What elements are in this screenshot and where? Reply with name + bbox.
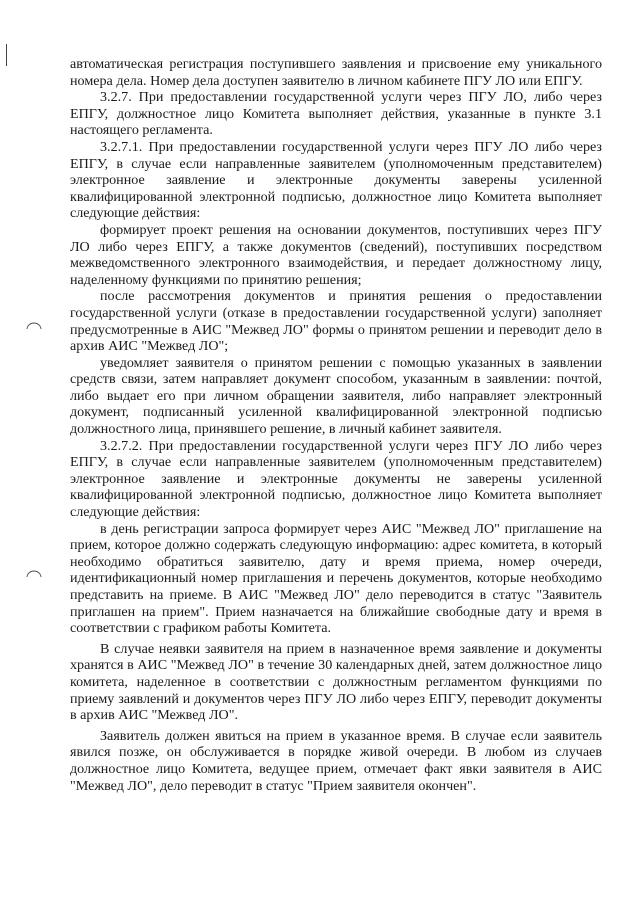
paragraph-action-notify: уведомляет заявителя о принятом решении с помощью указанных в заявлении средств связи, затем направляет документ способом, указанным в заявлении: почтой, либо выдает его при личном обращении заявителя, либо направляет электронный документ, подписанный усиленной квалифицированной электронной подписью должностного лица, принявшего решение, в личный кабинет заявителя. xyxy=(70,354,602,438)
paragraph-appearance: Заявитель должен явиться на прием в указанное время. В случае если заявитель явился позже, он обслуживается в порядке живой очереди. В любом из случаев должностное лицо Комитета, ведущее прием, отмечает факт явки заявителя в АИС "Межвед ЛО", дело переводит в статус "Прием заявителя окончен". xyxy=(70,727,602,794)
paragraph-3-2-7-2: 3.2.7.2. При предоставлении государственной услуги через ПГУ ЛО либо через ЕПГУ, в случае если направленные заявителем (уполномоченным представителем) электронное заявление и электронные документы не заверены усиленной квалифицированной электронной подписью, должностное лицо Комитета выполняет следующие действия: xyxy=(70,437,602,521)
paragraph-3-2-7: 3.2.7. При предоставлении государственной услуги через ПГУ ЛО, либо через ЕПГУ, должностное лицо Комитета выполняет действия, указанные в пункте 3.1 настоящего регламента. xyxy=(70,89,602,139)
paragraph-3-2-7-1: 3.2.7.1. При предоставлении государственной услуги через ПГУ ЛО либо через ЕПГУ, в случае если направленные заявителем (уполномоченным представителем) электронное заявление и электронные документы заверены усиленной квалифицированной электронной подписью, должностное лицо Комитета выполняет следующие действия: xyxy=(70,138,602,222)
paragraph-no-show: В случае неявки заявителя на прием в назначенное время заявление и документы хранятся в АИС "Межвед ЛО" в течение 30 календарных дней, затем должностное лицо комитета, наделенное в соответствии с должностным регламентом функциями по приему заявлений и документов через ПГУ ЛО либо через ЕПГУ, переводит документы в архив АИС "Межвед ЛО". xyxy=(70,640,602,724)
punch-hole-mark xyxy=(26,318,42,330)
punch-hole-mark xyxy=(26,566,42,578)
paragraph-action-archive: после рассмотрения документов и принятия решения о предоставлении государственной услуги (отказе в предоставлении государственной услуги) заполняет предусмотренные в АИС "Межвед ЛО" формы о принятом решении и переводит дело в архив АИС "Межвед ЛО"; xyxy=(70,288,602,355)
scan-edge-mark xyxy=(6,44,7,66)
paragraph-action-draft: формирует проект решения на основании документов, поступивших через ПГУ ЛО либо через ЕПГУ, а также документов (сведений), поступивших посредством межведомственного электронного взаимодействия, и передает должностному лицу, наделенному функциями по принятию решения; xyxy=(70,221,602,288)
paragraph-invitation: в день регистрации запроса формирует через АИС "Межвед ЛО" приглашение на прием, которое должно содержать следующую информацию: адрес комитета, в который необходимо обратиться заявителю, дату и время приема, номер очереди, идентификационный номер приглашения и перечень документов, которые необходимо представить на приеме. В АИС "Межвед ЛО" дело переводится в статус "Заявитель приглашен на прием". Прием назначается на ближайшие свободные дату и время в соответствии с графиком работы Комитета. xyxy=(70,520,602,637)
paragraph-continuation: автоматическая регистрация поступившего заявления и присвоение ему уникального номера дела. Номер дела доступен заявителю в личном кабинете ПГУ ЛО или ЕПГУ. xyxy=(70,56,602,89)
document-body xyxy=(70,56,602,794)
